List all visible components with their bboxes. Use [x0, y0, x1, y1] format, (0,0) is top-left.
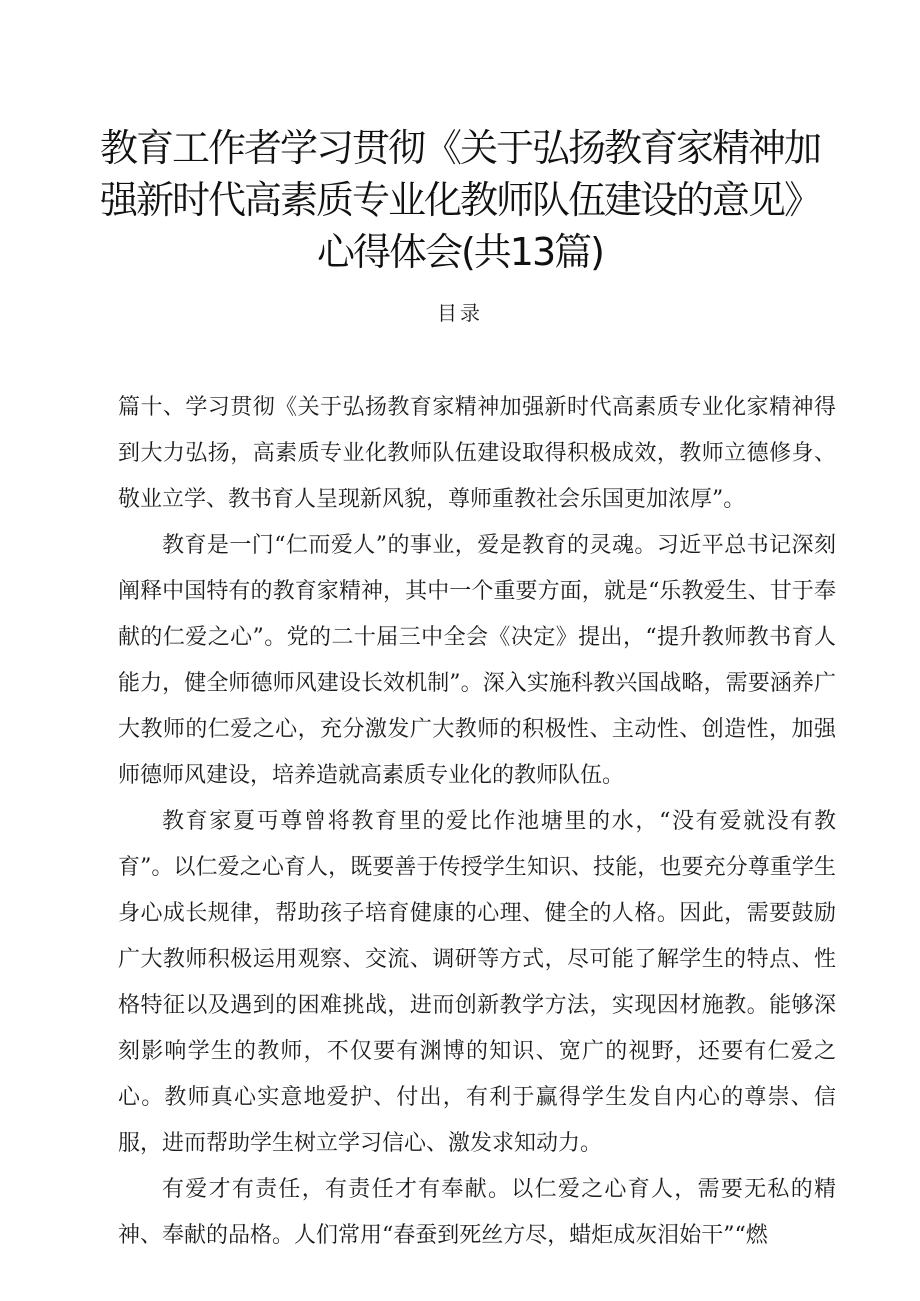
paragraph-4: 有爱才有责任，有责任才有奉献。以仁爱之心育人，需要无私的精神、奉献的品格。人们常用“春蚕到死丝方尽，蜡炬成灰泪始干”“燃	[118, 1177, 836, 1248]
paragraph-1: 篇十、学习贯彻《关于弘扬教育家精神加强新时代高素质专业化家精神得到大力弘扬，高素质专业化教师队伍建设取得积极成效，教师立德修身、敬业立学、教书育人呈现新风貌，尊师重教社会乐国更加浓厚”。	[118, 395, 836, 512]
document-title: 教育工作者学习贯彻《关于弘扬教育家精神加强新时代高素质专业化教师队伍建设的意见》心得体会(共13篇)	[100, 126, 821, 274]
document-body	[118, 385, 836, 1259]
paragraph-3: 教育家夏丏尊曾将教育里的爱比作池塘里的水，“没有爱就没有教育”。以仁爱之心育人，既要善于传授学生知识、技能，也要充分尊重学生身心成长规律，帮助孩子培育健康的心理、健全的人格。因此，需要鼓励广大教师积极运用观察、交流、调研等方式，尽可能了解学生的特点、性格特征以及遇到的困难挑战，进而创新教学方法，实现因材施教。能够深刻影响学生的教师，不仅要有渊博的知识、宽广的视野，还要有仁爱之心。教师真心实意地爱护、付出，有利于赢得学生发自内心的尊崇、信服，进而帮助学生树立学习信心、激发求知动力。	[118, 809, 836, 1156]
table-of-contents-heading: 目录	[437, 301, 483, 325]
paragraph-2: 教育是一门“仁而爱人”的事业，爱是教育的灵魂。习近平总书记深刻阐释中国特有的教育家精神，其中一个重要方面，就是“乐教爱生、甘于奉献的仁爱之心”。党的二十届三中全会《决定》提出，“提升教师教书育人能力，健全师德师风建设长效机制”。深入实施科教兴国战略，需要涵养广大教师的仁爱之心，充分激发广大教师的积极性、主动性、创造性，加强师德师风建设，培养造就高素质专业化的教师队伍。	[118, 533, 836, 788]
